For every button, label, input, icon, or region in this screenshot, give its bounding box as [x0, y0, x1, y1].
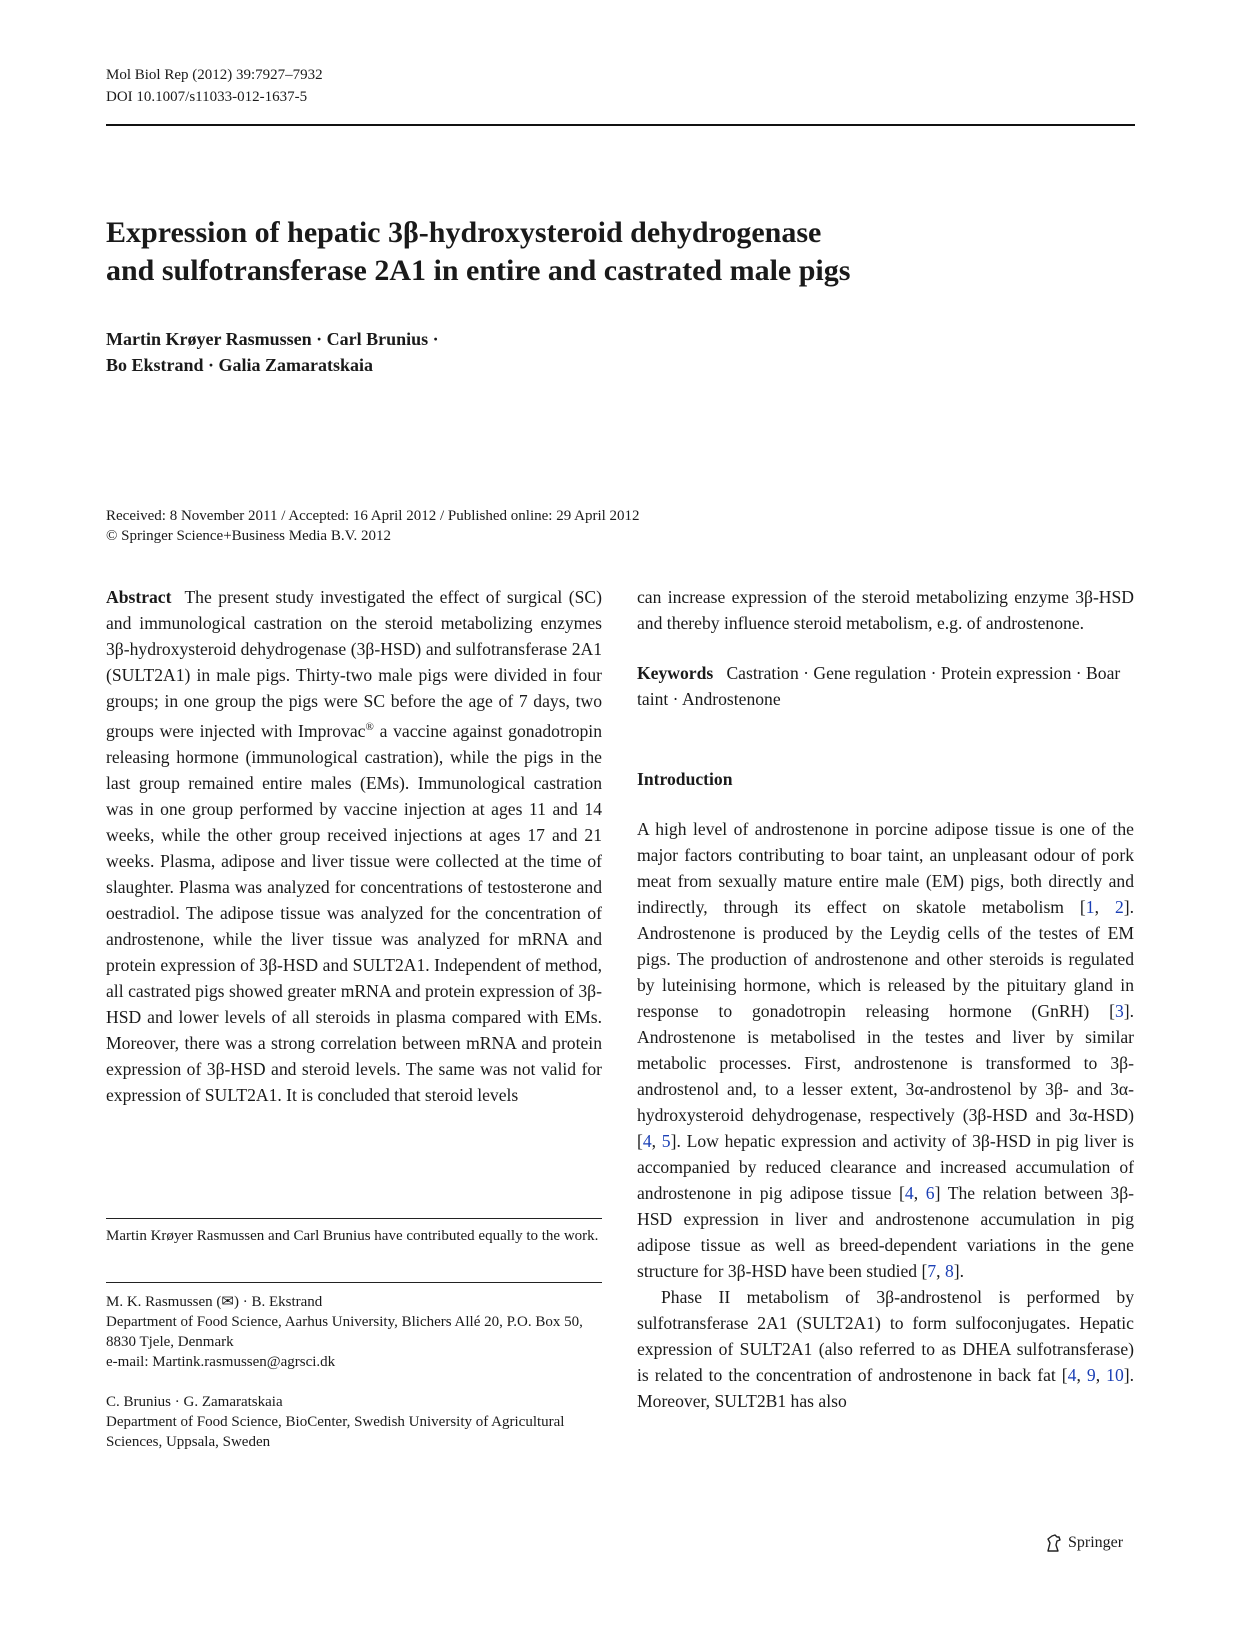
article-title: [106, 214, 1106, 290]
journal-citation: Mol Biol Rep (2012) 39:7927–7932: [106, 67, 323, 83]
paragraph-text: ,: [1095, 1365, 1107, 1385]
paragraph-text: A high level of androstenone in porcine adipose tissue is one of the major factors contributing to boar taint, an unpleasant odour of pork meat from sexually mature entire male (EM) pigs, both directly and indirectly, through its effect on skatole metabolism [: [637, 819, 1134, 917]
abstract-continued: can increase expression of the steroid metabolizing enzyme 3β-HSD and thereby influence steroid metabolism, e.g. of androstenone.: [637, 587, 1134, 633]
abstract-text-b: a vaccine against gonadotropin releasing hormone (immunological castration), while the pigs in the last group remained entire males (EMs). Immunological castration was in one group performed by vaccine injection at ages 11 and 14 weeks, while the other group received injections at ages 17 and 21 weeks. Plasma, adipose and liver tissue were collected at the time of slaughter. Plasma was analyzed for concentrations of testosterone and oestradiol. The adipose tissue was analyzed for the concentration of androstenone, while the liver tissue was analyzed for mRNA and protein expression of 3β-HSD and SULT2A1. Independent of method, all castrated pigs showed greater mRNA and protein expression of 3β-HSD and lower levels of all steroids in plasma compared with EMs. Moreover, there was a strong correlation between mRNA and protein expression of 3β-HSD and steroid levels. The same was not valid for expression of SULT2A1. It is concluded that steroid levels: [106, 720, 602, 1105]
introduction-paragraph-2: [637, 1284, 1134, 1414]
paragraph-text: ]. Moreover, SULT2B1 has also: [637, 1365, 1134, 1411]
affiliation-1-dept: Department of Food Science, Aarhus University, Blichers Allé 20, P.O. Box 50, 8830 Tjele, Denmark: [106, 1314, 583, 1350]
citation-link[interactable]: 4: [904, 1183, 914, 1203]
title-line-2: and sulfotransferase 2A1 in entire and castrated male pigs: [106, 254, 851, 287]
citation-link[interactable]: 5: [661, 1131, 671, 1151]
abstract-label: Abstract: [106, 587, 172, 607]
paragraph-text: ]. Low hepatic expression and activity of 3β-HSD in pig liver is accompanied by reduced clearance and increased accumulation of androstenone in pig adipose tissue [: [637, 1131, 1135, 1203]
paragraph-text: ,: [1076, 1365, 1087, 1385]
paragraph-text: ] The relation between 3β-HSD expression in liver and androstenone accumulation in pig adipose tissue as well as breed-dependent variations in the gene structure for 3β-HSD have been studied [: [637, 1183, 1135, 1281]
paragraph-text: ]. Androstenone is produced by the Leydig cells of the testes of EM pigs. The production of androstenone and other steroids is regulated by luteinising hormone, which is released by the pituitary gland in response to gonadotropin releasing hormone (GnRH) [: [637, 897, 1135, 1021]
abstract-text-a: The present study investigated the effect of surgical (SC) and immunological castration on the steroid metabolizing enzymes 3β-hydroxysteroid dehydrogenase (3β-HSD) and sulfotransferase 2A1 (SULT2A1) in male pigs. Thirty-two male pigs were divided in four groups; in one group the pigs were SC before the age of 7 days, two groups were injected with Improvac: [106, 587, 602, 741]
paragraph-text: ,: [913, 1183, 926, 1203]
publication-dates: [106, 506, 640, 546]
paragraph-text: ,: [1094, 897, 1115, 917]
introduction-paragraph-1: [637, 816, 1134, 1284]
paragraph-text: Phase II metabolism of 3β-androstenol is performed by sulfotransferase 2A1 (SULT2A1) to form sulfoconjugates. Hepatic expression of SULT2A1 (also referred to as DHEA sulfotransferase) is related to the concentration of androstenone in back fat [: [637, 1287, 1134, 1385]
affiliation-1: [106, 1292, 602, 1372]
citation-link[interactable]: 3: [1114, 1001, 1124, 1021]
citation-link[interactable]: 6: [925, 1183, 935, 1203]
paragraph-text: ,: [936, 1261, 945, 1281]
citation-link[interactable]: 8: [944, 1261, 954, 1281]
citation-link[interactable]: 4: [642, 1131, 652, 1151]
citation-link[interactable]: 10: [1106, 1365, 1124, 1385]
footnote-rule: [106, 1218, 602, 1219]
publisher-name: Springer: [1068, 1534, 1124, 1551]
author-list: [106, 326, 439, 378]
authors-line-2: Bo Ekstrand · Galia Zamaratskaia: [106, 355, 374, 375]
springer-horse-icon: [1044, 1533, 1064, 1553]
affiliation-1-names: M. K. Rasmussen (✉) · B. Ekstrand: [106, 1294, 323, 1310]
keywords-text: Castration · Gene regulation · Protein expression · Boar taint · Androstenone: [637, 663, 1121, 709]
affiliation-2-names: C. Brunius · G. Zamaratskaia: [106, 1394, 283, 1410]
affiliation-2-dept: Department of Food Science, BioCenter, Swedish University of Agricultural Sciences, Uppsala, Sweden: [106, 1414, 565, 1450]
introduction-heading: Introduction: [637, 769, 733, 789]
contribution-note: Martin Krøyer Rasmussen and Carl Brunius have contributed equally to the work.: [106, 1228, 599, 1244]
keywords: [637, 660, 1134, 712]
affiliation-1-email[interactable]: e-mail: Martink.rasmussen@agrsci.dk: [106, 1354, 336, 1370]
publisher-logo: [1044, 1533, 1123, 1553]
citation-link[interactable]: 4: [1067, 1365, 1077, 1385]
paragraph-text: ,: [651, 1131, 662, 1151]
header-rule: [106, 124, 1135, 126]
copyright: © Springer Science+Business Media B.V. 2012: [106, 528, 391, 544]
citation-link[interactable]: 1: [1085, 897, 1095, 917]
right-column: [637, 584, 1134, 1414]
abstract: [106, 584, 602, 1108]
date-history: Received: 8 November 2011 / Accepted: 16 April 2012 / Published online: 29 April 2012: [106, 508, 640, 524]
registered-mark: ®: [365, 721, 374, 733]
doi: DOI 10.1007/s11033-012-1637-5: [106, 89, 308, 105]
journal-header: [106, 64, 323, 108]
citation-link[interactable]: 2: [1114, 897, 1124, 917]
affiliation-2: [106, 1392, 602, 1452]
keywords-label: Keywords: [637, 663, 714, 683]
citation-link[interactable]: 9: [1086, 1365, 1096, 1385]
affiliation-rule: [106, 1282, 602, 1283]
paragraph-text: ]. Androstenone is metabolised in the testes and liver by similar metabolic processes. First, androstenone is transformed to 3β-androstenol and, to a lesser extent, 3α-androstenol by 3β- and 3α-hydroxysteroid dehydrogenase, respectively (3β-HSD and 3α-HSD) [: [637, 1001, 1134, 1151]
paragraph-text: ].: [953, 1261, 965, 1281]
left-column: [106, 584, 602, 1108]
authors-line-1: Martin Krøyer Rasmussen · Carl Brunius ·: [106, 329, 439, 349]
citation-link[interactable]: 7: [927, 1261, 937, 1281]
title-line-1: Expression of hepatic 3β-hydroxysteroid dehydrogenase: [106, 216, 822, 249]
